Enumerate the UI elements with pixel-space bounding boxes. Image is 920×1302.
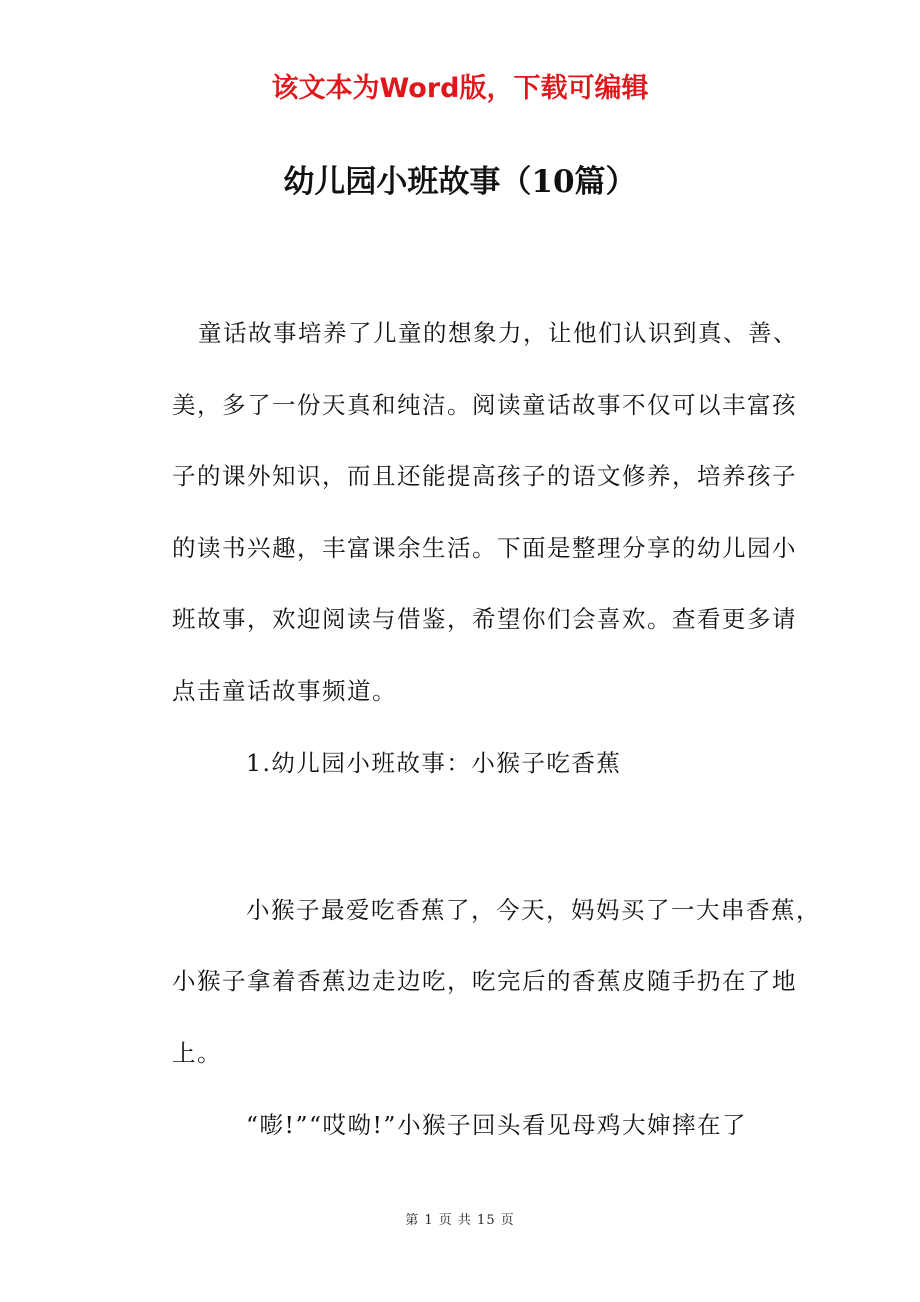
story-line: “嘭!”“哎呦!”小猴子回头看见母鸡大婶摔在了 — [246, 1111, 747, 1139]
document-title: 幼儿园小班故事（10篇） — [283, 164, 637, 200]
intro-line: 子的课外知识，而且还能提高孩子的语文修养，培养孩子 — [172, 462, 797, 490]
section-heading: 1.幼儿园小班故事：小猴子吃香蕉 — [246, 749, 622, 777]
intro-line: 美，多了一份天真和纯洁。阅读童话故事不仅可以丰富孩 — [172, 391, 797, 419]
story-line: 小猴子最爱吃香蕉了，今天，妈妈买了一大串香蕉， — [246, 896, 821, 924]
word-version-banner: 该文本为Word版，下载可编辑 — [271, 73, 649, 104]
intro-line: 班故事，欢迎阅读与借鉴，希望你们会喜欢。查看更多请 — [172, 605, 797, 633]
story-line: 小猴子拿着香蕉边走边吃，吃完后的香蕉皮随手扔在了地 — [172, 967, 797, 995]
page-number-footer: 第 1 页 共 15 页 — [405, 1213, 515, 1228]
story-line: 上。 — [172, 1039, 222, 1067]
intro-line: 点击童话故事频道。 — [172, 677, 397, 705]
intro-line: 童话故事培养了儿童的想象力，让他们认识到真、善、 — [198, 319, 798, 347]
intro-line: 的读书兴趣，丰富课余生活。下面是整理分享的幼儿园小 — [172, 534, 797, 562]
